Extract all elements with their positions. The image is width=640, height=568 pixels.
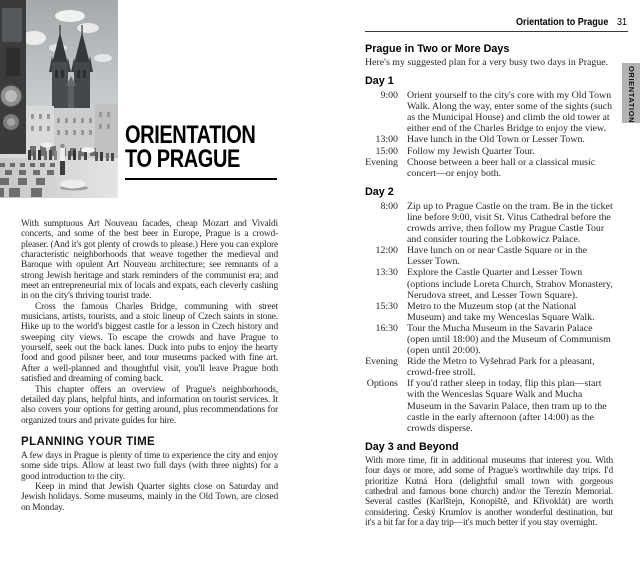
intro-paragraphs xyxy=(21,219,278,426)
schedule-time: Options xyxy=(366,378,398,390)
day-heading: Day 2 xyxy=(365,185,394,198)
chapter-title-line1: ORIENTATION xyxy=(125,121,256,149)
schedule-row xyxy=(365,90,613,134)
schedule-description: Tour the Mucha Museum in the Savarin Palace (open until 18:00) and the Museum of Communism (open until 20:00). xyxy=(407,322,611,357)
chapter-side-tab-label: ORIENTATION xyxy=(627,66,636,124)
schedule-time: 15:30 xyxy=(375,300,398,312)
day-schedules xyxy=(365,75,613,434)
schedule-time: 13:00 xyxy=(375,134,398,146)
chapter-title xyxy=(125,123,288,180)
schedule-time: 16:30 xyxy=(375,322,398,334)
schedule-row xyxy=(365,378,613,433)
schedule-description: Have lunch in the Old Town or Lesser Town. xyxy=(407,134,585,146)
running-header-title: Orientation to Prague xyxy=(516,16,609,28)
planning-your-time-heading: PLANNING YOUR TIME xyxy=(21,435,156,448)
schedule-row xyxy=(365,356,613,378)
chapter-title-line2: TO PRAGUE xyxy=(125,145,240,173)
schedule-time: 13:30 xyxy=(375,267,398,279)
schedule-description: Choose between a beer hall or a classical music concert—or enjoy both. xyxy=(407,156,596,179)
body-paragraph: Cross the famous Charles Bridge, communing with street musicians, artists, tourists, and a stoic lineup of Czech saints in stone. Hike up to the world's biggest castle for a lesson in Czech history and sweeping city views. To escape the crowds and have Prague to yourself, seek out the back lanes. Duck into pubs to enjoy the hearty food and good pilsner beer, and tour museums packed with fine art. After a well-planned and thoughtful visit, you'll leave Prague both satisfied and dreaming of coming back. xyxy=(21,301,278,385)
day3-paragraph: With more time, fit in additional museums that interest you. With four days or more, add some of Prague's worthwhile day trips. I'd prioritize Kutná Hora (delightful small town with gorgeous cathedral and famous bone church) and/or the Terezín Memorial. Several castles (Karlštejn, Konopiště, and Křivoklát) are worth considering. Český Krumlov is another wonderful destination, but it's a bit far for a day trip—it's much better if you stay overnight. xyxy=(365,455,613,528)
schedule-row xyxy=(365,245,613,267)
schedule-time: 15:00 xyxy=(375,145,398,157)
schedule-description: Metro to the Muzeum stop (at the National Museum) and take my Wenceslas Square Walk. xyxy=(407,300,595,323)
header-rule xyxy=(365,31,628,32)
schedule-description: Ride the Metro to Vyšehrad Park for a pleasant, crowd-free stroll. xyxy=(407,356,595,379)
day3-heading: Day 3 and Beyond xyxy=(365,440,459,453)
schedule-description: Explore the Castle Quarter and Lesser Town (options include Loreta Church, Strahov Monastery, Nerudova street, and Lesser Town Square). xyxy=(407,267,613,301)
two-days-intro: Here's my suggested plan for a very busy two days in Prague. xyxy=(365,57,609,68)
day-heading: Day 1 xyxy=(365,75,394,88)
schedule-time: 9:00 xyxy=(380,90,398,102)
schedule-time: Evening xyxy=(365,356,398,368)
schedule-row xyxy=(365,157,613,179)
left-column xyxy=(21,219,278,513)
schedule-row xyxy=(365,301,613,323)
schedule-time: 8:00 xyxy=(380,200,398,212)
body-paragraph: This chapter offers an overview of Prague's neighborhoods, detailed day plans, helpful hints, and information on tourist services. It also covers your options for getting around, plus recommendations for organized tours and private guides for hire. xyxy=(21,384,278,426)
schedule-description: Follow my Jewish Quarter Tour. xyxy=(407,145,535,157)
running-header xyxy=(402,16,627,28)
right-column xyxy=(365,43,613,528)
schedule-description: Have lunch on or near Castle Square or in the Lesser Town. xyxy=(407,245,588,268)
title-underline xyxy=(125,178,277,180)
schedule-description: Orient yourself to the city's core with my Old Town Walk. Along the way, enter some of the sights (such as the Municipal House) and climb the old tower at either end of the Charles Bridge to enjoy the view. xyxy=(407,90,613,135)
schedule-row xyxy=(365,267,613,300)
schedule-description: Zip up to Prague Castle on the tram. Be in the ticket line before 9:00, visit St. Vitus Cathedral before the crowds arrive, then follow my Prague Castle Tour and consider touring the Lobkowicz Palace. xyxy=(407,200,613,246)
body-paragraph: With sumptuous Art Nouveau facades, cheap Mozart and Vivaldi concerts, and some of the best beer in Europe, Prague is a crowd-pleaser. (And it's got plenty of crowds to please.) Here you can explore characteristic neighborhoods that weave together the medieval and Baroque with opulent Art Nouveau architecture; see remnants of a strong Jewish heritage and stark reminders of the communist era; and meet an entrepreneurial mix of locals and expats, each cleverly cashing in on the city's thriving tourist trade. xyxy=(21,219,278,302)
body-paragraph: A few days in Prague is plenty of time to experience the city and enjoy some side trips. Allow at least two full days (with three nights) for a good introduction to the city. xyxy=(21,450,278,482)
prague-old-town-square-photo xyxy=(0,0,118,198)
schedule-description: If you'd rather sleep in today, flip this plan—start with the Wenceslas Square Walk and Mucha Museum in the Savarin Palace, then tram up to the castle in the early afternoon (after 14:00) as the crowds disperse. xyxy=(407,378,607,434)
schedule-row xyxy=(365,201,613,245)
schedule-row xyxy=(365,134,613,145)
schedule-time: 12:00 xyxy=(375,245,398,257)
page-number: 31 xyxy=(616,16,627,28)
schedule-time: Evening xyxy=(365,156,398,168)
schedule-row xyxy=(365,323,613,356)
body-paragraph: Keep in mind that Jewish Quarter sights close on Saturday and Jewish holidays. Some museums, mainly in the Old Town, are closed on Monday. xyxy=(21,481,278,513)
two-days-heading: Prague in Two or More Days xyxy=(365,43,510,55)
planning-paragraphs xyxy=(21,451,278,513)
schedule-row xyxy=(365,146,613,157)
